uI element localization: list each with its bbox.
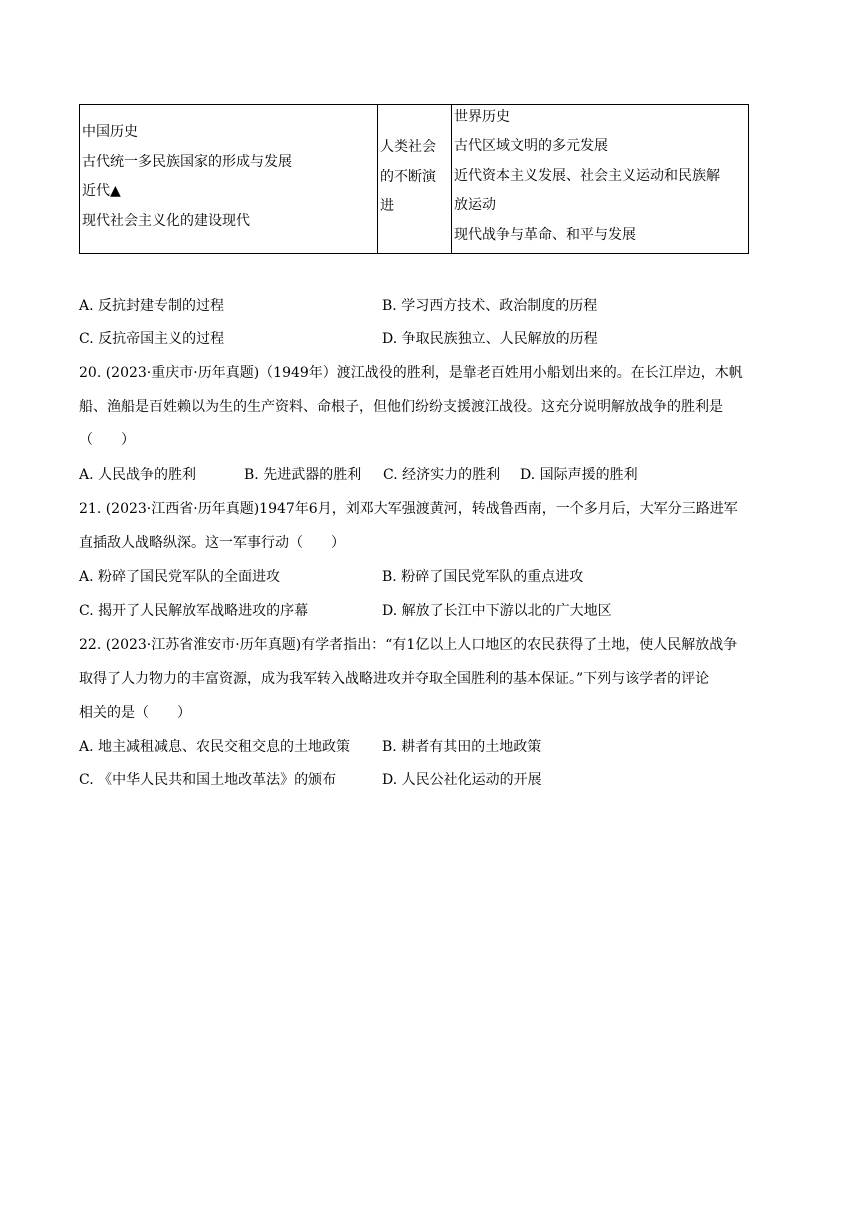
option-a: A. 地主减租减息、农民交租交息的土地政策: [79, 739, 351, 755]
question-22-text: 相关的是（ ）: [79, 705, 191, 721]
table-line: 世界历史: [454, 109, 510, 125]
option-d: D. 人民公社化运动的开展: [382, 772, 542, 788]
option-d: D. 国际声援的胜利: [520, 467, 638, 483]
question-21-text: 21. (2023·江西省·历年真题)1947年6月，刘邓大军强渡黄河，转战鲁西南，一个多月后，大军分三路进军: [79, 501, 738, 517]
option-c: C. 反抗帝国主义的过程: [79, 331, 225, 347]
table-line: 中国历史: [82, 124, 138, 140]
table-line: 现代社会主义化的建设现代: [82, 213, 250, 229]
question-20-text: 20. (2023·重庆市·历年真题)（1949年）渡江战役的胜利，是靠老百姓用小船划出来的。在长江岸边，木帆: [79, 365, 743, 381]
question-22-text: 取得了人力物力的丰富资源，成为我军转入战略进攻并夺取全国胜利的基本保证。”下列与该学者的评论: [79, 671, 710, 687]
table-cell-world-history: [452, 105, 748, 253]
question-20-text: 船、渔船是百姓赖以为生的生产资料、命根子，但他们纷纷支援渡江战役。这充分说明解放战争的胜利是: [79, 399, 723, 415]
table-cell-human-society: [378, 105, 452, 253]
table-line: 古代区域文明的多元发展: [454, 138, 608, 154]
option-d: D. 争取民族独立、人民解放的历程: [382, 331, 598, 347]
table-cell-chinese-history: [80, 105, 378, 253]
option-b: B. 学习西方技术、政治制度的历程: [382, 298, 598, 314]
table-line: 古代统一多民族国家的形成与发展: [82, 154, 292, 170]
history-structure-table: [79, 104, 749, 254]
option-d: D. 解放了长江中下游以北的广大地区: [382, 603, 612, 619]
option-b: B. 粉碎了国民党军队的重点进攻: [382, 569, 584, 585]
table-line: 近代▲: [82, 183, 121, 199]
question-22-text: 22. (2023·江苏省淮安市·历年真题)有学者指出：“有1亿以上人口地区的农民获得了土地，使人民解放战争: [79, 637, 738, 653]
question-20-blank: （ ）: [79, 432, 135, 448]
option-c: C. 《中华人民共和国土地改革法》的颁布: [79, 772, 337, 788]
option-b: B. 先进武器的胜利: [244, 467, 362, 483]
table-line: 人类社会: [380, 139, 436, 155]
option-a: A. 人民战争的胜利: [79, 467, 197, 483]
option-a: A. 反抗封建专制的过程: [79, 298, 225, 314]
question-21-text: 直插敌人战略纵深。这一军事行动（ ）: [79, 535, 345, 551]
option-c: C. 揭开了人民解放军战略进攻的序幕: [79, 603, 309, 619]
option-b: B. 耕者有其田的土地政策: [382, 739, 542, 755]
table-line: 放运动: [454, 197, 496, 213]
table-line: 近代资本主义发展、社会主义运动和民族解: [454, 168, 720, 184]
option-a: A. 粉碎了国民党军队的全面进攻: [79, 569, 281, 585]
table-line: 进: [380, 198, 394, 214]
option-c: C. 经济实力的胜利: [383, 467, 501, 483]
table-line: 现代战争与革命、和平与发展: [454, 227, 636, 243]
table-line: 的不断演: [380, 169, 436, 185]
